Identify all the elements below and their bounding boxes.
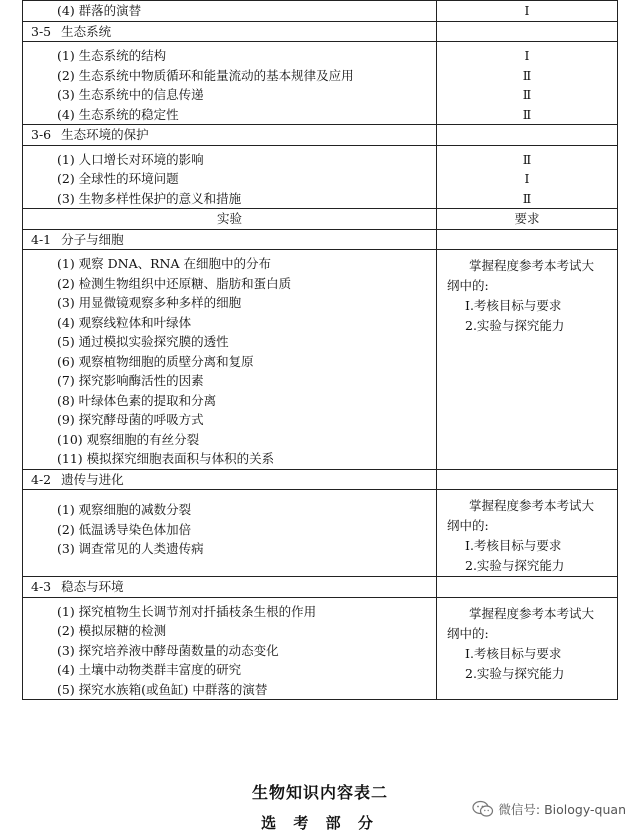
table-row (23, 42, 618, 125)
table-row (23, 250, 618, 470)
watermark-text: 微信号: Biology-quan (498, 802, 626, 817)
list-item: (1) 观察细胞的减数分裂 (57, 502, 192, 517)
requirement-cell: 掌握程度参考本考试大 纲中的: Ⅰ.考核目标与要求 2.实验与探究能力 (437, 490, 618, 577)
section-number: 4-3 (31, 579, 52, 594)
section-row (23, 577, 618, 598)
item-cell (23, 490, 437, 577)
level-cell: Ⅱ Ⅰ Ⅱ (437, 145, 618, 209)
header-cell-requirement: 要求 (437, 209, 618, 230)
table-row (23, 145, 618, 209)
item-cell: (4) 群落的演替 (23, 1, 437, 22)
item-cell (23, 597, 437, 700)
list-item: (7) 探究影响酶活性的因素 (57, 373, 204, 388)
table-row (23, 1, 618, 22)
section-cell (23, 577, 437, 598)
level-cell: Ⅰ (437, 1, 618, 22)
item-cell (23, 250, 437, 470)
wechat-icon (472, 800, 494, 818)
empty-cell (437, 229, 618, 250)
section-cell (23, 229, 437, 250)
list-item: (6) 观察植物细胞的质壁分离和复原 (57, 353, 254, 369)
table-row (23, 490, 618, 577)
section-title: 稳态与环境 (61, 579, 124, 594)
section-title: 遗传与进化 (61, 471, 124, 487)
list-item: (1) 探究植物生长调节剂对扦插枝条生根的作用 (57, 603, 317, 619)
requirement-cell: 掌握程度参考本考试大 纲中的: Ⅰ.考核目标与要求 2.实验与探究能力 (437, 250, 618, 470)
empty-cell (437, 21, 618, 42)
list-item: (3) 用显微镜观察多种多样的细胞 (57, 295, 242, 310)
section-number: 4-1 (31, 231, 52, 247)
empty-cell (437, 469, 618, 490)
table-row (23, 597, 618, 700)
section-cell (23, 21, 437, 42)
list-item: (4) 土壤中动物类群丰富度的研究 (57, 662, 242, 677)
list-item: (1) 观察 DNA、RNA 在细胞中的分布 (57, 256, 271, 271)
level-cell: Ⅰ Ⅱ Ⅱ Ⅱ (437, 42, 618, 125)
list-item: (3) 调查常见的人类遗传病 (57, 541, 204, 556)
section-row (23, 229, 618, 250)
list-item: (5) 通过模拟实验探究膜的透性 (57, 334, 229, 349)
empty-cell (437, 125, 618, 146)
section-title: 分子与细胞 (61, 231, 124, 247)
header-row (23, 209, 618, 230)
section-number: 4-2 (31, 471, 52, 487)
section-row (23, 21, 618, 42)
list-item: (2) 模拟尿糖的检测 (57, 623, 167, 638)
section-title: 生态系统 (61, 23, 112, 39)
list-item: (8) 叶绿体色素的提取和分离 (57, 392, 217, 408)
list-item: (2) 低温诱导染色体加倍 (57, 521, 192, 537)
section-cell (23, 125, 437, 146)
section-number: 3-5 (31, 23, 52, 39)
section-row (23, 469, 618, 490)
list-item: (5) 探究水族箱(或鱼缸) 中群落的演替 (57, 681, 268, 697)
header-cell-experiment: 实验 (23, 209, 437, 230)
section-number: 3-6 (31, 127, 52, 142)
list-item: (11) 模拟探究细胞表面积与体积的关系 (57, 451, 275, 466)
section-cell (23, 469, 437, 490)
list-item: (10) 观察细胞的有丝分裂 (57, 431, 200, 447)
item-cell: (1) 人口增长对环境的影响 (2) 全球性的环境问题 (3) 生物多样性保护的意义和措施 (23, 145, 437, 209)
list-item: (3) 探究培养液中酵母菌数量的动态变化 (57, 642, 279, 658)
item-cell: (1) 生态系统的结构 (2) 生态系统中物质循环和能量流动的基本规律及应用 (3) 生态系统中的信息传递 (4) 生态系统的稳定性 (23, 42, 437, 125)
empty-cell (437, 577, 618, 598)
page-subtitle: 选 考 部 分 (261, 814, 379, 832)
list-item: (4) 观察线粒体和叶绿体 (57, 314, 192, 330)
list-item: (2) 检测生物组织中还原糖、脂肪和蛋白质 (57, 275, 292, 291)
content-table (22, 0, 618, 700)
list-item: (9) 探究酵母菌的呼吸方式 (57, 412, 204, 427)
requirement-cell: 掌握程度参考本考试大 纲中的: Ⅰ.考核目标与要求 2.实验与探究能力 (437, 597, 618, 700)
page-title: 生物知识内容表二 (251, 783, 388, 802)
watermark (472, 800, 626, 818)
section-row (23, 125, 618, 146)
section-title: 生态环境的保护 (61, 127, 149, 142)
